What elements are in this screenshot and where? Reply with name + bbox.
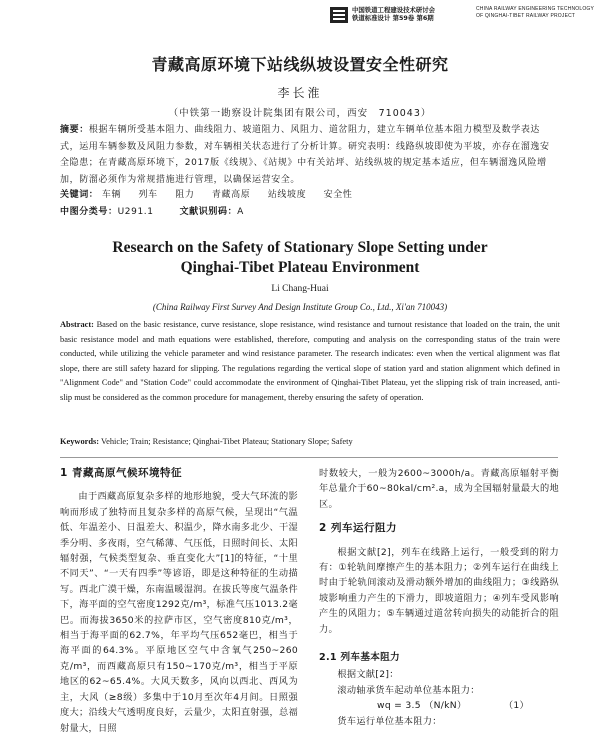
journal-name-en [476, 6, 595, 20]
keyword-cn: 列车 [138, 190, 158, 200]
keywords-en [60, 437, 560, 446]
doc-code-value: A [237, 207, 244, 217]
journal-name-en-line1: CHINA RAILWAY ENGINEERING TECHNOLOGY [476, 6, 595, 12]
affiliation-en: (China Railway First Survey And Design Institute Group Co., Ltd., Xi'an 710043) [152, 302, 448, 312]
classification-line [60, 204, 558, 217]
paper-title-en-line1: Research on the Safety of Stationary Slope Setting under [112, 239, 488, 256]
abstract-cn-text: 根据车辆所受基本阻力、曲线阻力、坡道阻力、风阻力、道岔阻力，建立车辆单位基本阻力模型及数学表达式，运用车辆参数及风阻力参数，对车辆相关状态进行了分析计算。研究表明：线路纵坡即使为平坡，亦存在溜逸安全隐患；在青藏高原环境下，2017版《线规》、《站规》中有关站坪、站线纵坡的规定基本适应，但车辆溜逸风险增加，防溜必须作为常规措施进行管理，以确保运营安全。 [60, 125, 550, 185]
section-2-1-reference: 根据文献[2]： [337, 669, 399, 681]
section-2-paragraph: 根据文献[2]，列车在线路上运行，一般受到的附力有：①轮轨间摩擦产生的基本阻力；②列车运行在曲线上时由于轮轨间滚动及滑动额外增加的曲线阻力；③线路纵坡影响重力产生的下滑力，即坡道阻力；④列车受风影响产生的风阻力；⑤车辆通过道岔转向损失的动能折合的阻力。 [319, 546, 559, 635]
keywords-en-text: Vehicle; Train; Resistance; Qinghai-Tibet Plateau; Stationary Slope; Safety [101, 437, 353, 446]
formula-1-number: （1） [503, 700, 529, 712]
author-cn: 李长淮 [277, 86, 323, 100]
section-divider [60, 457, 558, 458]
keyword-cn: 阻力 [175, 190, 195, 200]
section-1-paragraph-continued: 时数较大，一般为2600~3000h/a。青藏高原辐射平衡年总量介于60~80kal/cm².a，成为全国辐射量最大的地区。 [319, 468, 559, 510]
paper-title-en-line2: Qinghai-Tibet Plateau Environment [180, 259, 420, 276]
formula-1-expression: wq = 3.5 （N/kN） [377, 700, 467, 712]
section-2-heading: 2 列车运行阻力 [319, 522, 397, 535]
paper-title-cn: 青藏高原环境下站线纵坡设置安全性研究 [151, 55, 449, 74]
formula-1 [319, 698, 559, 713]
journal-logo-icon [330, 7, 348, 23]
abstract-en-label: Abstract: [60, 320, 94, 329]
section-2-1-running-resistance-label: 货车运行单位基本阻力： [337, 715, 442, 727]
abstract-cn-label: 摘要： [60, 125, 89, 135]
keywords-cn [60, 187, 558, 200]
journal-name-cn-line2: 铁道标准设计 第59卷 第6期 [352, 14, 434, 22]
section-1-paragraph: 由于西藏高原复杂多样的地形地貌，受大气环流的影响而形成了独特而且复杂多样的高原气候，呈现出“气温低、年温差小、日温差大、积温少，降水南多北少、干湿季分明、多夜雨，空气稀薄、气压低，日照时间长、太阳辐射强，气候类型复杂、垂直变化大”[1]的特征，“十里不同天”、“一天有四季”等谚语，即是这种特征的生动描写。西北广漠干燥，东南温暖湿润。在拔氏等度气温条件下，海平面的空气密度1292克/m³，标准气压1013.2毫巴。而海拔3650米的拉萨市区，空气密度810克/m³，相当于海平面的62.7%，年平均气压652毫巴，相当于海平面的64.3%。平原地区空气中含氧气250~260克/m³，而西藏高原只有150~170克/m³，相当于平原地区的62~65.4%。大风天数多，风向以西北、西风为主，大风（≥8级）多集中于10月至次年4月间。日照强度大；沿线大气透明度良好，云量少，太阳直射强，总福射量大，日照 [60, 491, 298, 734]
abstract-en [60, 318, 560, 406]
section-2-1-start-resistance-label: 滚动轴承货车起动单位基本阻力： [337, 684, 480, 696]
clc-value: U291.1 [117, 207, 154, 217]
journal-name-cn-line1: 中国铁道工程建设技术研讨会 [352, 6, 436, 14]
abstract-cn [60, 122, 558, 188]
section-2-1-heading: 2.1 列车基本阻力 [319, 652, 400, 664]
journal-name-cn [352, 6, 472, 22]
author-en: Li Chang-Huai [271, 284, 329, 294]
keyword-cn: 安全性 [323, 190, 353, 200]
affiliation-cn: （中铁第一勘察设计院集团有限公司，西安 710043） [168, 108, 432, 119]
doc-code-label: 文献识别码： [179, 207, 238, 217]
journal-header [330, 5, 595, 27]
paper-title-en [0, 238, 600, 278]
keyword-cn: 青藏高原 [211, 190, 251, 200]
clc-label: 中图分类号： [60, 207, 118, 217]
body-column-right [319, 466, 559, 729]
keywords-en-label: Keywords: [60, 437, 100, 446]
body-column-left [60, 466, 298, 736]
section-1-heading: 1 青藏高原气候环境特征 [60, 467, 182, 479]
abstract-en-text: Based on the basic resistance, curve resistance, slope resistance, wind resistance and turnout resistance that loaded on the train, the unit basic resistance model and math equations were established, therefore, computing and analysis on the corresponding status of the train were conducted, while utilizing the vehicle parameter and wind resistance parameter. The research indicates: even when the vertical alignment was flat slope, there are still safety hazard for slipping. The regulations regarding the vertical slope of station yard and station alignment which defined in "Alignment Code" and "Station Code" could accommodate the environment of Qinghai-Tibet Plateau, yet the slipping risk of train increased, anti-slip must be considered as the common procedure for management, thereby ensuring the safety of operation. [60, 320, 561, 402]
journal-name-en-line2: OF QINGHAI-TIBET RAILWAY PROJECT [476, 13, 576, 19]
keyword-cn: 站线坡度 [267, 190, 307, 200]
keywords-cn-label: 关键词： [60, 190, 99, 200]
keyword-cn: 车辆 [101, 190, 122, 200]
